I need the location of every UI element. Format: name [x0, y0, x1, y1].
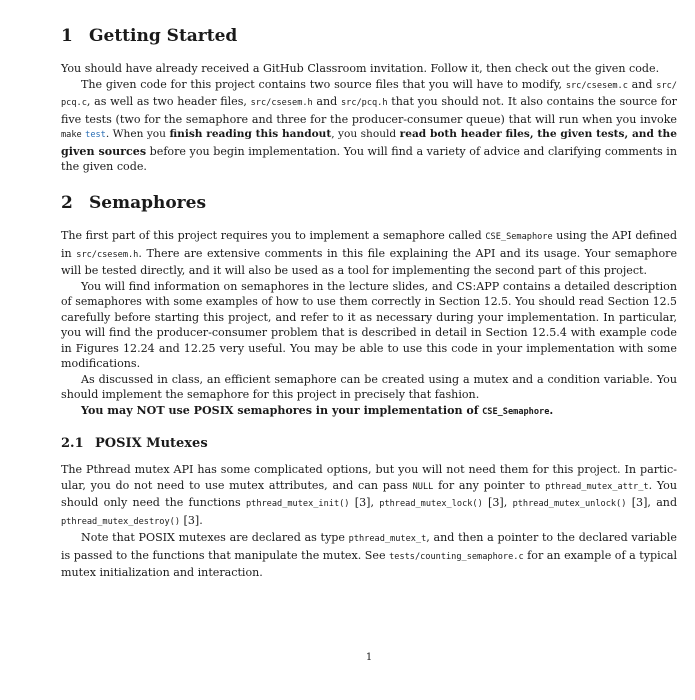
section-number: 2 — [61, 193, 73, 213]
subsection-number: 2.1 — [61, 436, 84, 451]
file-name: src/csesem.h — [76, 249, 139, 260]
section-heading-semaphores — [61, 193, 206, 213]
text-line: in Figures 12.24 and 12.25 very useful. You may be able to use this code in your implementation with some — [61, 341, 677, 355]
code-literal: NULL — [412, 481, 434, 492]
text-line: You will find information on semaphores in the lecture slides, and CS:APP contains a detailed description — [81, 279, 677, 293]
text-line: five tests (two for the semaphore and three for the producer-consumer queue) that will run when you invoke — [61, 112, 677, 126]
text-line: is passed to the functions that manipulate the mutex. See tests/counting_semaphore.c for an example of a typical — [61, 548, 677, 562]
text-line: Note that POSIX mutexes are declared as type pthread_mutex_t, and then a pointer to the declared variable — [81, 531, 677, 544]
file-name: src/csesem.h — [250, 98, 313, 108]
function-name: pthread_mutex_lock() — [379, 499, 483, 509]
text-line: will be tested directly, and it will also be used as a tool for implementing the second part of this project. — [61, 264, 648, 277]
section-number: 1 — [61, 26, 73, 46]
text-line: of semaphores with some examples of how to use them correctly in Section 12.5. You should read Section 12.5 — [61, 295, 677, 308]
subsection-title: POSIX Mutexes — [95, 436, 208, 451]
text-line: ular, you do not need to use mutex attributes, and can pass NULL for any pointer to pthread_mutex_attr_t. You — [61, 478, 678, 492]
type-name: CSE_Semaphore — [485, 232, 553, 242]
text-line: given sources before you begin implementation. You will find a variety of advice and clarifying comments in — [61, 144, 677, 158]
file-name: tests/counting_semaphore.c — [389, 551, 524, 562]
subsection-heading-posix-mutexes — [61, 436, 208, 451]
type-name: pthread_mutex_t — [348, 534, 427, 544]
text-line: should only need the functions pthread_mutex_init() [3], pthread_mutex_lock() [3], pthread_mutex_unlock() [3], and — [61, 496, 678, 509]
section-title: Semaphores — [89, 193, 207, 213]
function-name: pthread_mutex_init() — [245, 499, 350, 509]
section-heading-getting-started — [61, 26, 237, 46]
posix-mutexes-body — [61, 462, 677, 581]
file-name: src/csesem.c — [565, 80, 628, 91]
text-line: The first part of this project requires you to implement a semaphore called CSE_Semaphore using the API defined — [61, 229, 677, 242]
text-line: pthread_mutex_destroy() [3]. — [61, 513, 203, 527]
file-name: pcq.c — [61, 98, 87, 108]
text-line: make test. When you finish reading this handout, you should read both header files, the given tests, and the — [61, 128, 677, 140]
function-name: pthread_mutex_destroy() — [61, 516, 180, 527]
semaphores-body — [61, 228, 677, 420]
getting-started-body — [61, 61, 677, 175]
text-line: As discussed in class, an efficient semaphore can be created using a mutex and a condition variable. You — [81, 372, 677, 386]
page-number: 1 — [365, 652, 373, 663]
text-line: pcq.c, as well as two header files, src/csesem.h and src/pcq.h that you should not. It also contains the source for — [61, 95, 677, 108]
command: make — [61, 130, 82, 140]
text-line: You may NOT use POSIX semaphores in your implementation of CSE_Semaphore. — [81, 403, 554, 417]
text-line: should implement the semaphore for this project in precisely that fashion. — [61, 388, 480, 401]
function-name: pthread_mutex_unlock() — [512, 499, 627, 509]
text-line: You should have already received a GitHub Classroom invitation. Follow it, then check out the given code. — [61, 62, 660, 75]
text-line: in src/csesem.h. There are extensive comments in this file explaining the API and its usage. Your semaphore — [61, 246, 678, 260]
text-line: carefully before starting this project, and refer to it as necessary during your implementation. In particular, — [61, 310, 677, 324]
text-line: modifications. — [61, 357, 141, 370]
file-name: src/ — [656, 80, 677, 91]
section-title: Getting Started — [89, 26, 238, 46]
text-line: the given code. — [61, 160, 147, 173]
text-line: The given code for this project contains two source files that you will have to modify, src/csesem.c and src/ — [81, 77, 677, 91]
type-name: CSE_Semaphore — [482, 406, 550, 417]
type-name: pthread_mutex_attr_t — [545, 481, 649, 492]
text-line: mutex initialization and interaction. — [61, 566, 263, 579]
text-line: The Pthread mutex API has some complicated options, but you will not need them for this project. In partic- — [61, 463, 677, 476]
command-link[interactable]: test — [85, 130, 106, 140]
file-name: src/pcq.h — [340, 98, 388, 108]
text-line: you will find the producer-consumer problem that is described in detail in Section 12.5.4 with example code — [61, 326, 677, 339]
